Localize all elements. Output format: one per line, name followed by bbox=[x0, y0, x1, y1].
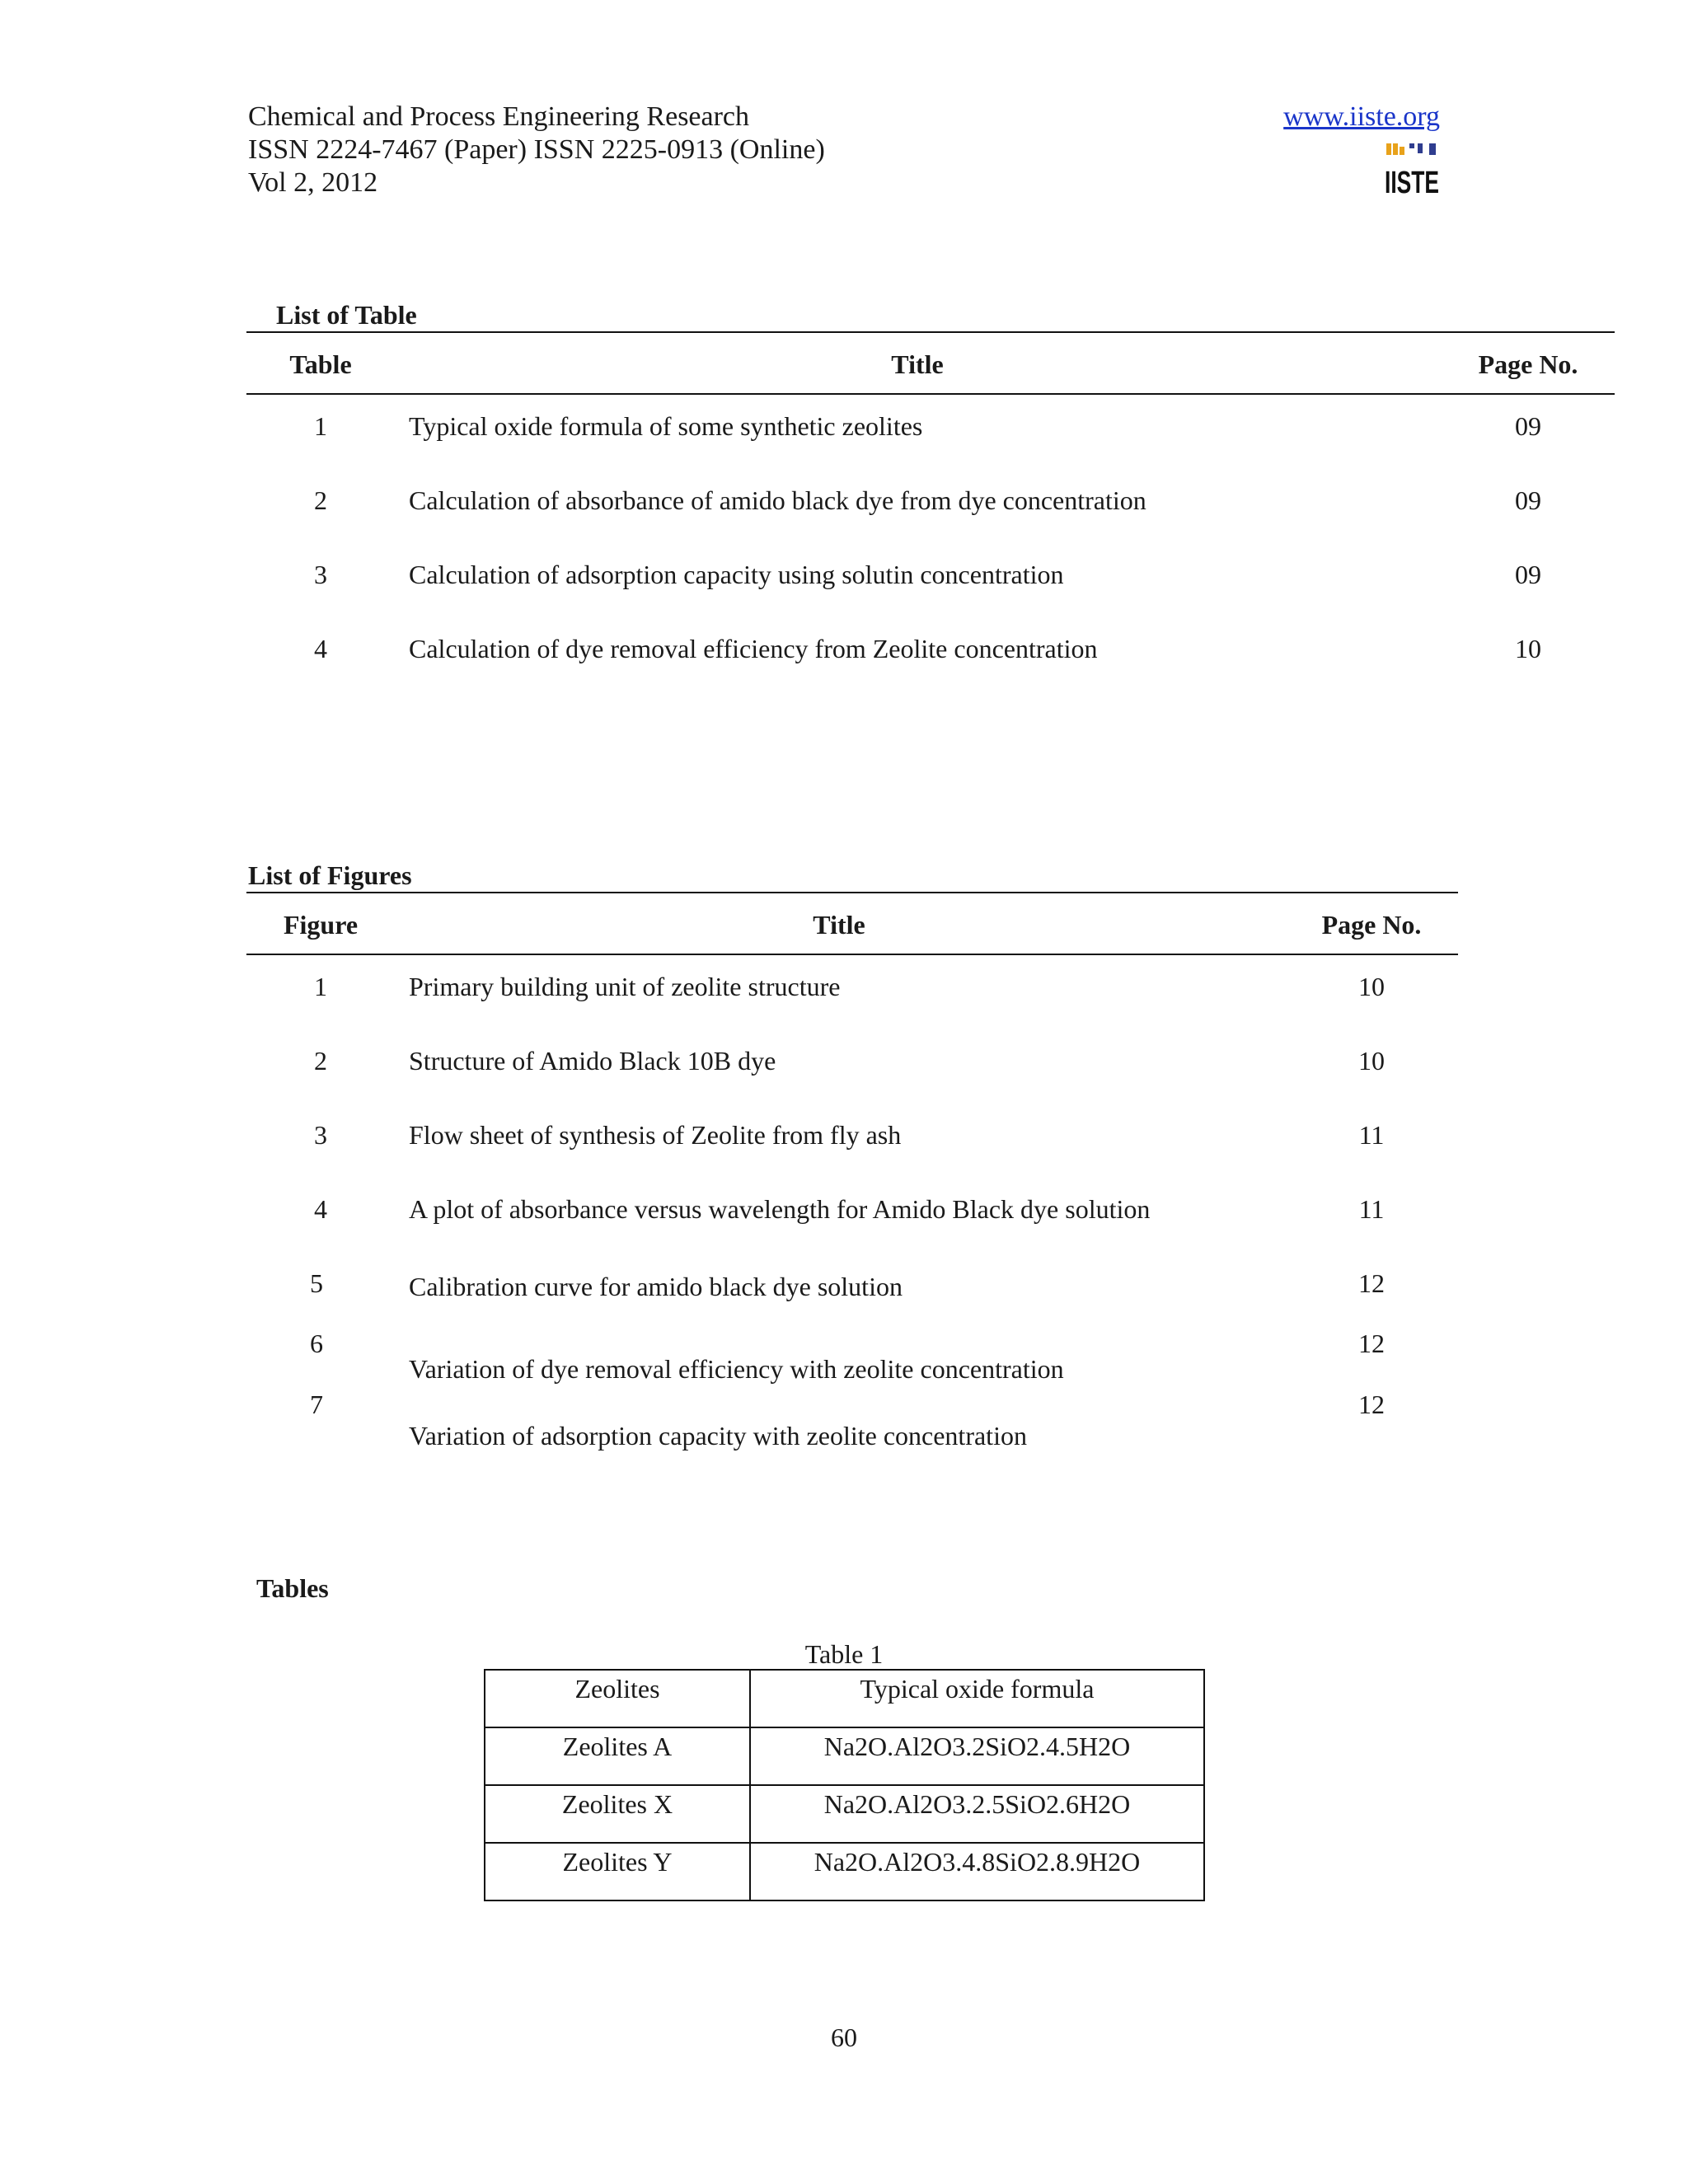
table-list-title: Typical oxide formula of some synthetic zeolites bbox=[409, 411, 923, 441]
figure-list-title: Calibration curve for amido black dye solution bbox=[409, 1272, 903, 1301]
table1 bbox=[484, 1669, 1205, 1901]
table1-header-zeolites: Zeolites bbox=[485, 1670, 750, 1727]
figure-list-page: 12 bbox=[1358, 1268, 1385, 1298]
table-list-top-rule bbox=[246, 331, 1615, 333]
table-list-page: 09 bbox=[1515, 411, 1541, 441]
table-row bbox=[485, 1785, 1204, 1843]
figure-list-page: 12 bbox=[1358, 1329, 1385, 1358]
table1-cell: Na2O.Al2O3.4.8SiO2.8.9H2O bbox=[750, 1843, 1204, 1900]
table-list-num: 2 bbox=[314, 485, 327, 515]
figure-list-title: Variation of adsorption capacity with zeolite concentration bbox=[409, 1421, 1027, 1451]
table-list-title: Calculation of absorbance of amido black dye from dye concentration bbox=[409, 485, 1146, 515]
figure-list-num: 3 bbox=[314, 1120, 327, 1150]
table1-caption: Table 1 bbox=[804, 1639, 884, 1669]
figure-list-header-rule bbox=[246, 954, 1458, 955]
table1-cell: Na2O.Al2O3.2.5SiO2.6H2O bbox=[750, 1785, 1204, 1843]
figure-list-num: 2 bbox=[314, 1046, 327, 1076]
logo-wordmark: IISTE bbox=[1385, 166, 1439, 200]
table1-cell: Na2O.Al2O3.2SiO2.4.5H2O bbox=[750, 1727, 1204, 1785]
figure-list-title: A plot of absorbance versus wavelength for Amido Black dye solution bbox=[409, 1194, 1151, 1224]
volume-line: Vol 2, 2012 bbox=[248, 167, 378, 198]
figure-list-page: 11 bbox=[1358, 1120, 1385, 1150]
table-list-title: Calculation of dye removal efficiency from Zeolite concentration bbox=[409, 634, 1098, 663]
figure-list-num: 7 bbox=[310, 1390, 323, 1419]
list-of-figures-title: List of Figures bbox=[248, 860, 412, 890]
list-of-tables-title: List of Table bbox=[276, 300, 417, 330]
table-list-page: 09 bbox=[1515, 560, 1541, 589]
figure-col-header-page: Page No. bbox=[1321, 910, 1422, 940]
figure-list-page: 10 bbox=[1358, 972, 1385, 1001]
figure-col-header-num: Figure bbox=[283, 910, 359, 940]
journal-url-link[interactable]: www.iiste.org bbox=[1283, 101, 1440, 132]
table-col-header-page: Page No. bbox=[1478, 349, 1578, 379]
figure-list-page: 12 bbox=[1358, 1390, 1385, 1419]
figure-list-top-rule bbox=[246, 892, 1458, 893]
iiste-logo bbox=[1385, 142, 1441, 198]
figure-list-title: Flow sheet of synthesis of Zeolite from fly ash bbox=[409, 1120, 902, 1150]
table1-cell: Zeolites Y bbox=[485, 1843, 750, 1900]
figure-list-num: 1 bbox=[314, 972, 327, 1001]
page-number: 60 bbox=[831, 2022, 857, 2052]
tables-heading: Tables bbox=[256, 1573, 329, 1603]
table1-header-formula: Typical oxide formula bbox=[750, 1670, 1204, 1727]
figure-list-title: Variation of dye removal efficiency with zeolite concentration bbox=[409, 1354, 1064, 1384]
figure-list-page: 11 bbox=[1358, 1194, 1385, 1224]
journal-title: Chemical and Process Engineering Research bbox=[248, 101, 750, 132]
table-list-page: 09 bbox=[1515, 485, 1541, 515]
table-list-num: 4 bbox=[314, 634, 327, 663]
table1-cell: Zeolites A bbox=[485, 1727, 750, 1785]
table-list-num: 3 bbox=[314, 560, 327, 589]
table-list-header-rule bbox=[246, 393, 1615, 395]
table-list-page: 10 bbox=[1515, 634, 1541, 663]
figure-list-page: 10 bbox=[1358, 1046, 1385, 1076]
figure-list-num: 5 bbox=[310, 1268, 323, 1298]
table-list-num: 1 bbox=[314, 411, 327, 441]
table-row bbox=[485, 1727, 1204, 1785]
table-row bbox=[485, 1670, 1204, 1727]
figure-col-header-title: Title bbox=[813, 910, 865, 940]
figure-list-num: 6 bbox=[310, 1329, 323, 1358]
issn-line: ISSN 2224-7467 (Paper) ISSN 2225-0913 (Online) bbox=[248, 134, 825, 165]
table-row bbox=[485, 1843, 1204, 1900]
table-col-header-num: Table bbox=[289, 349, 352, 379]
table1-cell: Zeolites X bbox=[485, 1785, 750, 1843]
table-list-title: Calculation of adsorption capacity using solutin concentration bbox=[409, 560, 1064, 589]
figure-list-title: Primary building unit of zeolite structure bbox=[409, 972, 841, 1001]
figure-list-num: 4 bbox=[314, 1194, 327, 1224]
figure-list-title: Structure of Amido Black 10B dye bbox=[409, 1046, 776, 1076]
table-col-header-title: Title bbox=[891, 349, 944, 379]
